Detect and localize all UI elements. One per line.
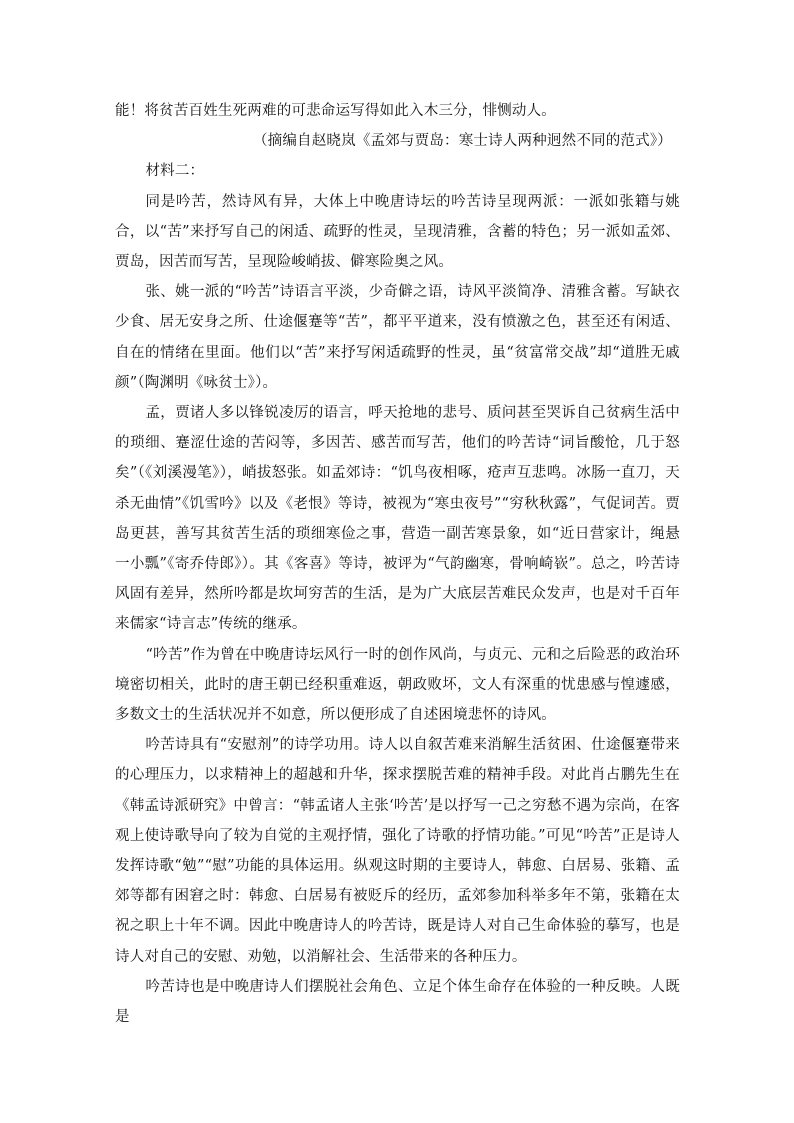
paragraph-2: 张、姚一派的“吟苦”诗语言平淡，少奇僻之语，诗风平淡简净、清雅含蓄。写缺衣少食、居无安身之所、仕途偃蹇等“苦”，都平平道来，没有愤激之色，甚至还有闲适、自在的情绪在里面。他们以“苦”来抒写闲适疏野的性灵，虽“贫富常交战”却“道胜无戚颜”（陶渊明《咏贫士》）。 — [115, 284, 680, 391]
paragraph-4: “吟苦”作为曾在中晚唐诗坛风行一时的创作风尚，与贞元、元和之后险恶的政治环境密切相关，此时的唐王朝已经积重难返，朝政败坏，文人有深重的忧患感与惶遽感，多数文士的生活状况并不如意，所以便形成了自述困境悲怀的诗风。 — [115, 646, 680, 724]
paragraph-6: 吟苦诗也是中晚唐诗人们摆脱社会角色、立足个体生命存在体验的一种反映。人既是 — [115, 978, 680, 1026]
paragraph-5: 吟苦诗具有“安慰剂”的诗学功用。诗人以自叙苦难来消解生活贫困、仕途偃蹇带来的心理压力，以求精神上的超越和升华，探求摆脱苦难的精神手段。对此肖占鹏先生在《韩孟诗派研究》中曾言：“韩孟诸人主张‘吟苦’是以抒写一己之穷愁不遇为宗尚，在客观上使诗歌导向了较为自觉的主观抒情，强化了诗歌的抒情功能。”可见“吟苦”正是诗人发挥诗歌“勉”“慰”功能的具体运用。纵观这时期的主要诗人，韩愈、白居易、张籍、孟郊等都有困窘之时：韩愈、白居易有被贬斥的经历，孟郊参加科举多年不第，张籍在太祝之职上十年不调。因此中晚唐诗人的吟苦诗，既是诗人对自己生命体验的摹写，也是诗人对自己的安慰、劝勉，以消解社会、生活带来的各种压力。 — [115, 737, 680, 965]
material-label: 材料二： — [145, 163, 205, 180]
paragraph-3: 孟，贾诸人多以锋锐凌厉的语言，呼天抢地的悲号、质问甚至哭诉自己贫病生活中的琐细、蹇涩仕途的苦闷等，多因苦、感苦而写苦，他们的吟苦诗“词旨酸怆，几于怒矣”（《刘溪漫笔》），峭拔怒张。如孟郊诗：“饥鸟夜相啄，疮声互悲鸣。冰肠一直刀，天杀无曲情”《饥雪吟》以及《老恨》等诗，被视为“寒虫夜号”“穷秋秋露”，气促词苦。贾岛更甚，善写其贫苦生活的琐细寒俭之事，营造一副苦寒景象，如“近日营家计，绳悬一小瓢”《寄乔侍郎》）。其《客喜》等诗，被评为“气韵幽寒，骨响崎嵚”。总之，吟苦诗风固有差异，然所吟都是坎坷穷苦的生活，是为广大底层苦难民众发声，也是对千百年来儒家“诗言志”传统的继承。 — [115, 405, 680, 633]
opening-line: 能！将贫苦百姓生死两难的可悲命运写得如此入木三分，悱恻动人。 — [115, 103, 556, 119]
document-body — [115, 96, 680, 1032]
paragraph-1: 同是吟苦，然诗风有异，大体上中晚唐诗坛的吟苦诗呈现两派：一派如张籍与姚合，以“苦”来抒写自己的闲适、疏野的性灵，呈现清雅，含蓄的特色；另一派如孟郊、贾岛，因苦而写苦，呈现险峻峭拔、僻寒险奥之风。 — [115, 193, 680, 271]
source-citation: （摘编自赵晓岚《孟郊与贾岛：寒士诗人两种迥然不同的范式》） — [252, 133, 672, 150]
